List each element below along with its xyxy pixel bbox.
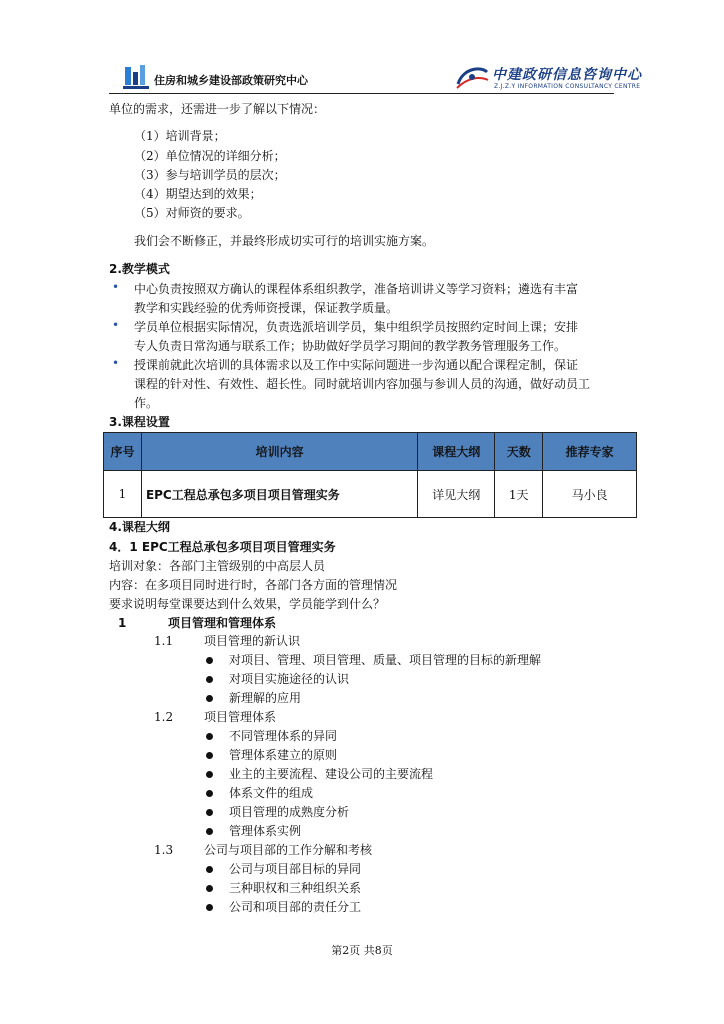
header-rule bbox=[109, 93, 614, 94]
subsection-number: 1.3 bbox=[154, 843, 174, 857]
bullet-marker: • bbox=[112, 318, 120, 332]
intro-item-1: （1）培训背景； bbox=[134, 129, 226, 143]
outline-point: 体系文件的组成 bbox=[229, 786, 314, 800]
bullet-marker: • bbox=[112, 356, 120, 370]
outline-point: 对项目实施途径的认识 bbox=[229, 672, 350, 686]
outline-point: 管理体系实例 bbox=[229, 824, 302, 838]
bullet-dot bbox=[206, 752, 213, 759]
bullet-dot bbox=[206, 809, 213, 816]
table-cell: 马小良 bbox=[543, 471, 637, 518]
intro-item-5: （5）对师资的要求。 bbox=[134, 206, 250, 220]
right-org-name-en: Z.J.Z.Y INFORMATION CONSULTANCY CENTRE bbox=[494, 83, 641, 90]
bullet-dot bbox=[206, 695, 213, 702]
right-org-name-cn: 中建政研信息咨询中心 bbox=[492, 67, 642, 83]
table-cell: 1天 bbox=[495, 471, 543, 518]
table-cell: 详见大纲 bbox=[418, 471, 495, 518]
chapter-number: 1 bbox=[118, 616, 127, 630]
page-footer: 第2页 共8页 bbox=[331, 944, 393, 957]
intro-item-4: （4）期望达到的效果； bbox=[134, 187, 262, 201]
teaching-bullet-3-line-3: 作。 bbox=[134, 396, 159, 410]
left-org-name: 住房和城乡建设部政策研究中心 bbox=[154, 74, 308, 87]
table-row bbox=[104, 471, 637, 518]
bullet-dot bbox=[206, 771, 213, 778]
intro-item-2: （2）单位情况的详细分析； bbox=[134, 149, 286, 163]
bullet-dot bbox=[206, 885, 213, 892]
consultancy-logo-icon bbox=[455, 64, 489, 90]
subsection-title: 项目管理体系 bbox=[204, 710, 277, 724]
teaching-bullet-3-line-1: 授课前就此次培训的具体需求以及工作中实际问题进一步沟通以配合课程定制，保证 bbox=[134, 358, 579, 372]
table-header-cell: 天数 bbox=[495, 433, 543, 471]
outline-point: 不同管理体系的异同 bbox=[229, 729, 338, 743]
bullet-dot bbox=[206, 904, 213, 911]
subsection-title: 公司与项目部的工作分解和考核 bbox=[204, 843, 373, 857]
bullet-dot bbox=[206, 676, 213, 683]
subsection-number: 1.1 bbox=[154, 634, 174, 648]
table-cell: 1 bbox=[104, 471, 142, 518]
outline-point: 项目管理的成熟度分析 bbox=[229, 805, 350, 819]
teaching-bullet-3-line-2: 课程的针对性、有效性、超长性。同时就培训内容加强与参训人员的沟通，做好动员工 bbox=[134, 377, 591, 391]
bullet-dot bbox=[206, 866, 213, 873]
section-3-heading: 3.课程设置 bbox=[109, 415, 170, 429]
intro-line: 单位的需求，还需进一步了解以下情况： bbox=[109, 102, 326, 116]
intro-item-3: （3）参与培训学员的层次； bbox=[134, 168, 286, 182]
table-cell: EPC工程总承包多项目项目管理实务 bbox=[141, 471, 417, 518]
bullet-marker: • bbox=[112, 280, 120, 294]
bullet-dot bbox=[206, 790, 213, 797]
outline-point: 对项目、管理、项目管理、质量、项目管理的目标的新理解 bbox=[229, 653, 542, 667]
teaching-bullet-2-line-2: 专人负责日常沟通与联系工作；协助做好学员学习期间的教学教务管理服务工作。 bbox=[134, 339, 567, 353]
outline-point: 三种职权和三种组织关系 bbox=[229, 881, 362, 895]
section-4-subheading: 4．1 EPC工程总承包多项目项目管理实务 bbox=[109, 540, 336, 554]
section-4-heading: 4.课程大纲 bbox=[109, 520, 170, 534]
bullet-dot bbox=[206, 828, 213, 835]
training-content: 内容：在多项目同时进行时，各部门各方面的管理情况 bbox=[109, 578, 398, 592]
bullet-dot bbox=[206, 733, 213, 740]
table-header-cell: 序号 bbox=[104, 433, 142, 471]
outline-point: 管理体系建立的原则 bbox=[229, 748, 338, 762]
table-header-row bbox=[104, 433, 637, 471]
housing-ministry-logo-icon bbox=[122, 64, 150, 90]
chapter-title: 项目管理和管理体系 bbox=[168, 616, 277, 630]
table-header-cell: 培训内容 bbox=[141, 433, 417, 471]
training-requirement: 要求说明每堂课要达到什么效果，学员能学到什么？ bbox=[109, 597, 386, 611]
outline-point: 新理解的应用 bbox=[229, 691, 302, 705]
table-header-cell: 推荐专家 bbox=[543, 433, 637, 471]
course-table bbox=[103, 432, 637, 518]
subsection-title: 项目管理的新认识 bbox=[204, 634, 301, 648]
table-header-cell: 课程大纲 bbox=[418, 433, 495, 471]
section-2-heading: 2.教学模式 bbox=[109, 262, 170, 276]
subsection-number: 1.2 bbox=[154, 710, 174, 724]
outline-point: 公司和项目部的责任分工 bbox=[229, 900, 362, 914]
training-audience: 培训对象：各部门主管级别的中高层人员 bbox=[109, 559, 326, 573]
teaching-bullet-1-line-2: 教学和实践经验的优秀师资授课，保证教学质量。 bbox=[134, 301, 399, 315]
intro-closing: 我们会不断修正，并最终形成切实可行的培训实施方案。 bbox=[134, 234, 435, 248]
outline-point: 业主的主要流程、建设公司的主要流程 bbox=[229, 767, 434, 781]
teaching-bullet-1-line-1: 中心负责按照双方确认的课程体系组织教学，准备培训讲义等学习资料；遴选有丰富 bbox=[134, 282, 579, 296]
bullet-dot bbox=[206, 657, 213, 664]
outline-point: 公司与项目部目标的异同 bbox=[229, 862, 362, 876]
teaching-bullet-2-line-1: 学员单位根据实际情况，负责选派培训学员，集中组织学员按照约定时间上课；安排 bbox=[134, 320, 579, 334]
